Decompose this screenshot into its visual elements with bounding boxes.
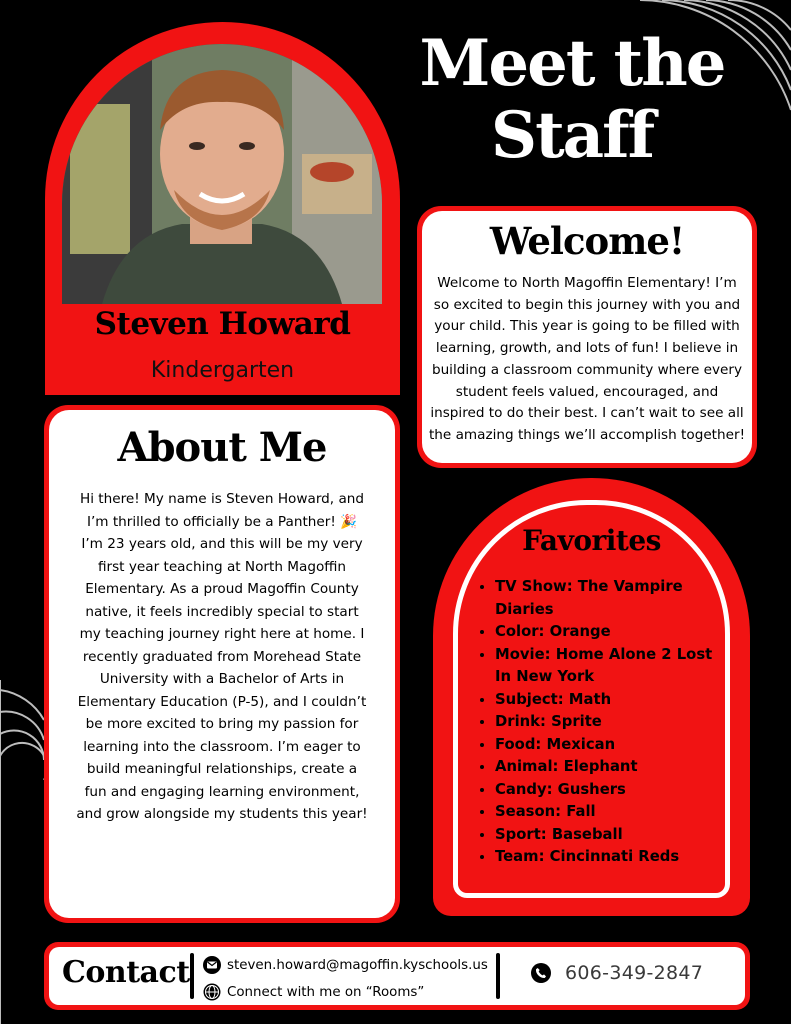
welcome-heading: Welcome! [489, 219, 685, 263]
contact-rooms-row[interactable] [203, 983, 424, 1001]
favorites-list [451, 576, 728, 869]
contact-email-row[interactable] [203, 956, 488, 974]
favorite-item: • TV Show: The Vampire Diaries [495, 576, 728, 621]
favorite-item: • Drink: Sprite [495, 711, 728, 734]
favorite-item: • Subject: Math [495, 689, 728, 712]
favorite-item: • Food: Mexican [495, 734, 728, 757]
globe-icon [203, 983, 221, 1001]
favorite-item: • Season: Fall [495, 801, 728, 824]
favorite-item: • Sport: Baseball [495, 824, 728, 847]
favorites-card [433, 478, 750, 916]
contact-email[interactable]: steven.howard@magoffin.kyschools.us [227, 957, 488, 973]
about-card [44, 405, 400, 923]
phone-icon [531, 963, 551, 983]
divider [190, 953, 194, 999]
contact-phone[interactable]: 606-349-2847 [565, 962, 704, 984]
welcome-text: Welcome to North Magoffin Elementary! I’m so excited to begin this journey with you and your child. This year is going to be filled with learning, growth, and lots of fun! I believe in building a classroom community where every student feels valued, encouraged, and inspired to do their best. I can’t wait to see all the amazing things we’ll accomplish together! [428, 275, 746, 443]
title-line-2: Staff [490, 98, 654, 173]
contact-rooms[interactable]: Connect with me on “Rooms” [227, 984, 425, 1000]
about-text: Hi there! My name is Steven Howard, and I’m thrilled to officially be a Panther! 🎉 I’m 23 years old, and this will be my very first year teaching at North Magoffin Elementary. As a proud Magoffin County native, it feels incredibly special to start my teaching journey right here at home. I recently graduated from Morehead State University with a Bachelor of Arts in Elementary Education (P-5), and I couldn’t be more excited to bring my passion for learning into the classroom. I’m eager to build meaningful relationships, create a fun and engaging learning environment, and grow alongside my students this year! [76, 491, 368, 822]
contact-label: Contact [62, 955, 190, 990]
about-heading: About Me [117, 424, 327, 471]
favorite-item: • Color: Orange [495, 621, 728, 644]
email-icon [203, 956, 221, 974]
contact-bar [44, 942, 750, 1010]
favorite-item: • Animal: Elephant [495, 756, 728, 779]
teacher-role: Kindergarten [150, 358, 295, 383]
contact-phone-row[interactable] [531, 962, 703, 984]
divider [496, 953, 500, 999]
favorite-item: • Movie: Home Alone 2 Lost In New York [495, 644, 728, 689]
page-title [392, 28, 752, 172]
favorites-heading: Favorites [522, 524, 661, 557]
favorite-item: • Candy: Gushers [495, 779, 728, 802]
welcome-card [417, 206, 757, 468]
favorite-item: • Team: Cincinnati Reds [495, 846, 728, 869]
title-line-1: Meet the [419, 26, 725, 101]
teacher-name: Steven Howard [94, 306, 351, 342]
